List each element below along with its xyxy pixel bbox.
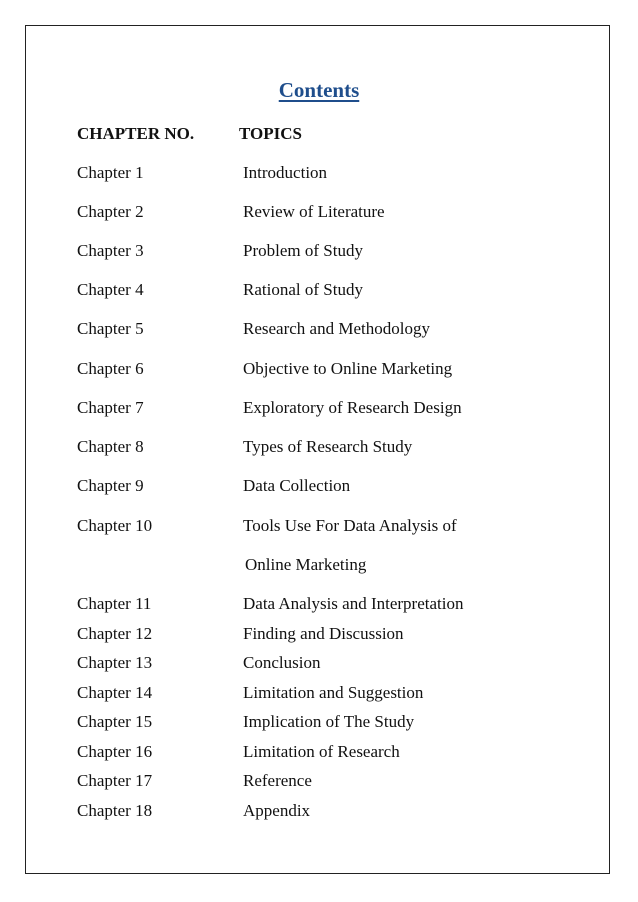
page-title: Contents <box>278 78 360 102</box>
chapter-topic: Research and Methodology <box>243 319 430 338</box>
chapter-number: Chapter 2 <box>77 202 144 221</box>
chapter-topic: Conclusion <box>243 653 321 672</box>
chapter-topic: Tools Use For Data Analysis of <box>243 516 457 535</box>
chapter-topic: Finding and Discussion <box>243 624 404 643</box>
chapter-topic: Exploratory of Research Design <box>243 398 462 417</box>
chapter-number: Chapter 12 <box>77 624 153 643</box>
chapter-number: Chapter 7 <box>77 398 144 417</box>
chapter-number: Chapter 9 <box>77 476 144 495</box>
chapter-number: Chapter 14 <box>77 683 153 702</box>
chapter-number: Chapter 15 <box>77 712 153 731</box>
chapter-number: Chapter 3 <box>77 241 144 260</box>
header-chapter-no: CHAPTER NO. <box>77 124 195 143</box>
chapter-topic: Data Analysis and Interpretation <box>243 594 464 613</box>
chapter-number: Chapter 4 <box>77 280 144 299</box>
chapter-number: Chapter 13 <box>77 653 153 672</box>
chapter-number: Chapter 5 <box>77 319 144 338</box>
chapter-topic: Limitation and Suggestion <box>243 683 424 702</box>
chapter-number: Chapter 8 <box>77 437 144 456</box>
chapter-number: Chapter 17 <box>77 771 153 790</box>
chapter-topic: Problem of Study <box>243 241 363 260</box>
chapter-topic: Limitation of Research <box>243 742 400 761</box>
chapter-number: Chapter 11 <box>77 594 152 613</box>
chapter-topic: Types of Research Study <box>243 437 413 456</box>
chapter-topic: Implication of The Study <box>243 712 415 731</box>
header-topics: TOPICS <box>239 124 302 143</box>
chapter-topic: Data Collection <box>243 476 351 495</box>
chapter-number: Chapter 18 <box>77 801 153 820</box>
chapter-topic: Reference <box>243 771 312 790</box>
chapter-topic: Objective to Online Marketing <box>243 359 453 378</box>
chapter-number: Chapter 16 <box>77 742 153 761</box>
chapter-topic: Review of Literature <box>243 202 385 221</box>
chapter-number: Chapter 6 <box>77 359 144 378</box>
chapter-topic: Introduction <box>243 163 328 182</box>
chapter-topic-continued: Online Marketing <box>245 555 367 574</box>
chapter-topic: Appendix <box>243 801 311 820</box>
chapter-number: Chapter 1 <box>77 163 144 182</box>
chapter-number: Chapter 10 <box>77 516 153 535</box>
chapter-topic: Rational of Study <box>243 280 363 299</box>
